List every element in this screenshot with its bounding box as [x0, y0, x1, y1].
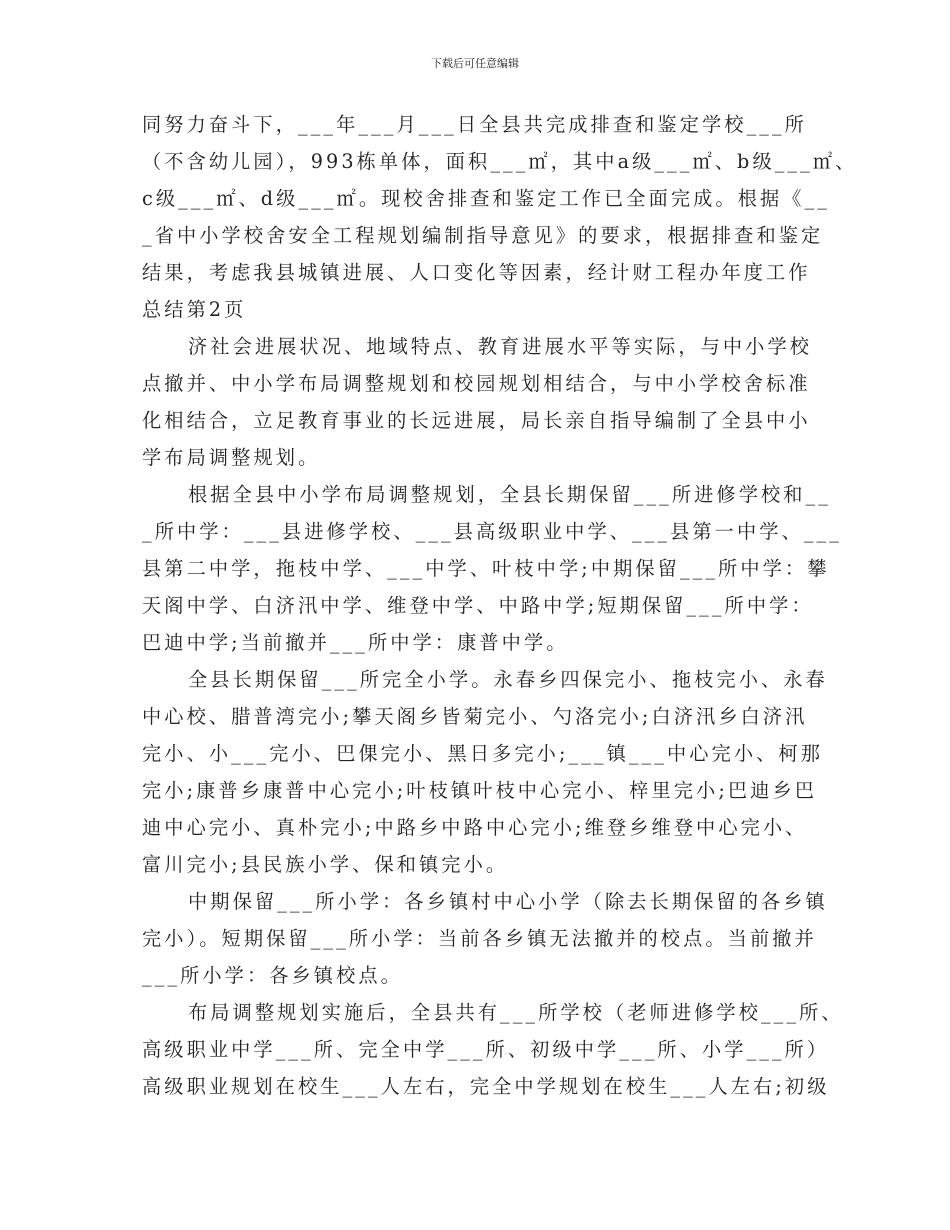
- text-line: _所中学：___县进修学校、___县高级职业中学、___县第一中学、___: [142, 520, 842, 543]
- text-line: 根据全县中小学布局调整规划，全县长期保留___所进修学校和__: [188, 483, 831, 506]
- text-line: 化相结合，立足教育事业的长远进展，局长亲自指导编制了全县中小: [142, 409, 811, 432]
- text-line: 高级职业规划在校生___人左右，完全中学规划在校生___人左右;初级: [142, 1075, 830, 1098]
- text-line: c级___㎡、d级___㎡。现校舍排查和鉴定工作已全面完成。根据《__: [142, 187, 830, 210]
- text-line: 总结第2页: [142, 298, 247, 321]
- text-line: 高级职业中学___所、完全中学___所、初级中学___所、小学___所）: [142, 1038, 830, 1061]
- text-line: 完小;康普乡康普中心完小;叶枝镇叶枝中心完小、梓里完小;巴迪乡巴: [142, 779, 818, 802]
- text-line: 完小、小___完小、巴倮完小、黑日多完小;___镇___中心完小、柯那: [142, 742, 823, 765]
- text-line: 迪中心完小、真朴完小;中路乡中路中心完小;维登乡维登中心完小、: [142, 816, 808, 839]
- text-line: 天阁中学、白济汛中学、维登中学、中路中学;短期保留___所中学：: [142, 594, 814, 617]
- page-header: 下载后可任意编辑: [431, 57, 519, 70]
- text-line: 中心校、腊普湾完小;攀天阁乡皆菊完小、勺洛完小;白济汛乡白济汛: [142, 705, 808, 728]
- text-line: 济社会进展状况、地域特点、教育进展水平等实际，与中小学校: [188, 335, 813, 358]
- text-line: 巴迪中学;当前撤并___所中学：康普中学。: [142, 631, 569, 654]
- text-line: 全县长期保留___所完全小学。永春乡四保完小、拖枝完小、永春: [188, 668, 828, 691]
- text-line: 中期保留___所小学：各乡镇村中心小学（除去长期保留的各乡镇: [188, 890, 828, 913]
- text-line: 布局调整规划实施后，全县共有___所学校（老师进修学校___所、: [188, 1001, 844, 1024]
- text-line: _省中小学校舍安全工程规划编制指导意见》的要求，根据排查和鉴定: [142, 224, 824, 247]
- text-line: 富川完小;县民族小学、保和镇完小。: [142, 853, 509, 876]
- text-line: 结果，考虑我县城镇进展、人口变化等因素，经计财工程办年度工作: [142, 261, 811, 284]
- text-line: 同努力奋斗下，___年___月___日全县共完成排查和鉴定学校___所: [142, 113, 807, 136]
- document-body: [142, 106, 858, 1105]
- text-line: （不含幼儿园），993栋单体，面积___㎡，其中a级___㎡、b级___㎡、: [142, 150, 858, 173]
- text-line: 县第二中学，拖枝中学、___中学、叶枝中学;中期保留___所中学：攀: [142, 557, 830, 580]
- text-line: 点撤并、中小学布局调整规划和校园规划相结合，与中小学校舍标准: [142, 372, 811, 395]
- text-line: 完小）。短期保留___所小学：当前各乡镇无法撤并的校点。当前撤并: [142, 927, 817, 950]
- text-line: ___所小学：各乡镇校点。: [142, 964, 403, 987]
- text-line: 学布局调整规划。: [142, 446, 321, 469]
